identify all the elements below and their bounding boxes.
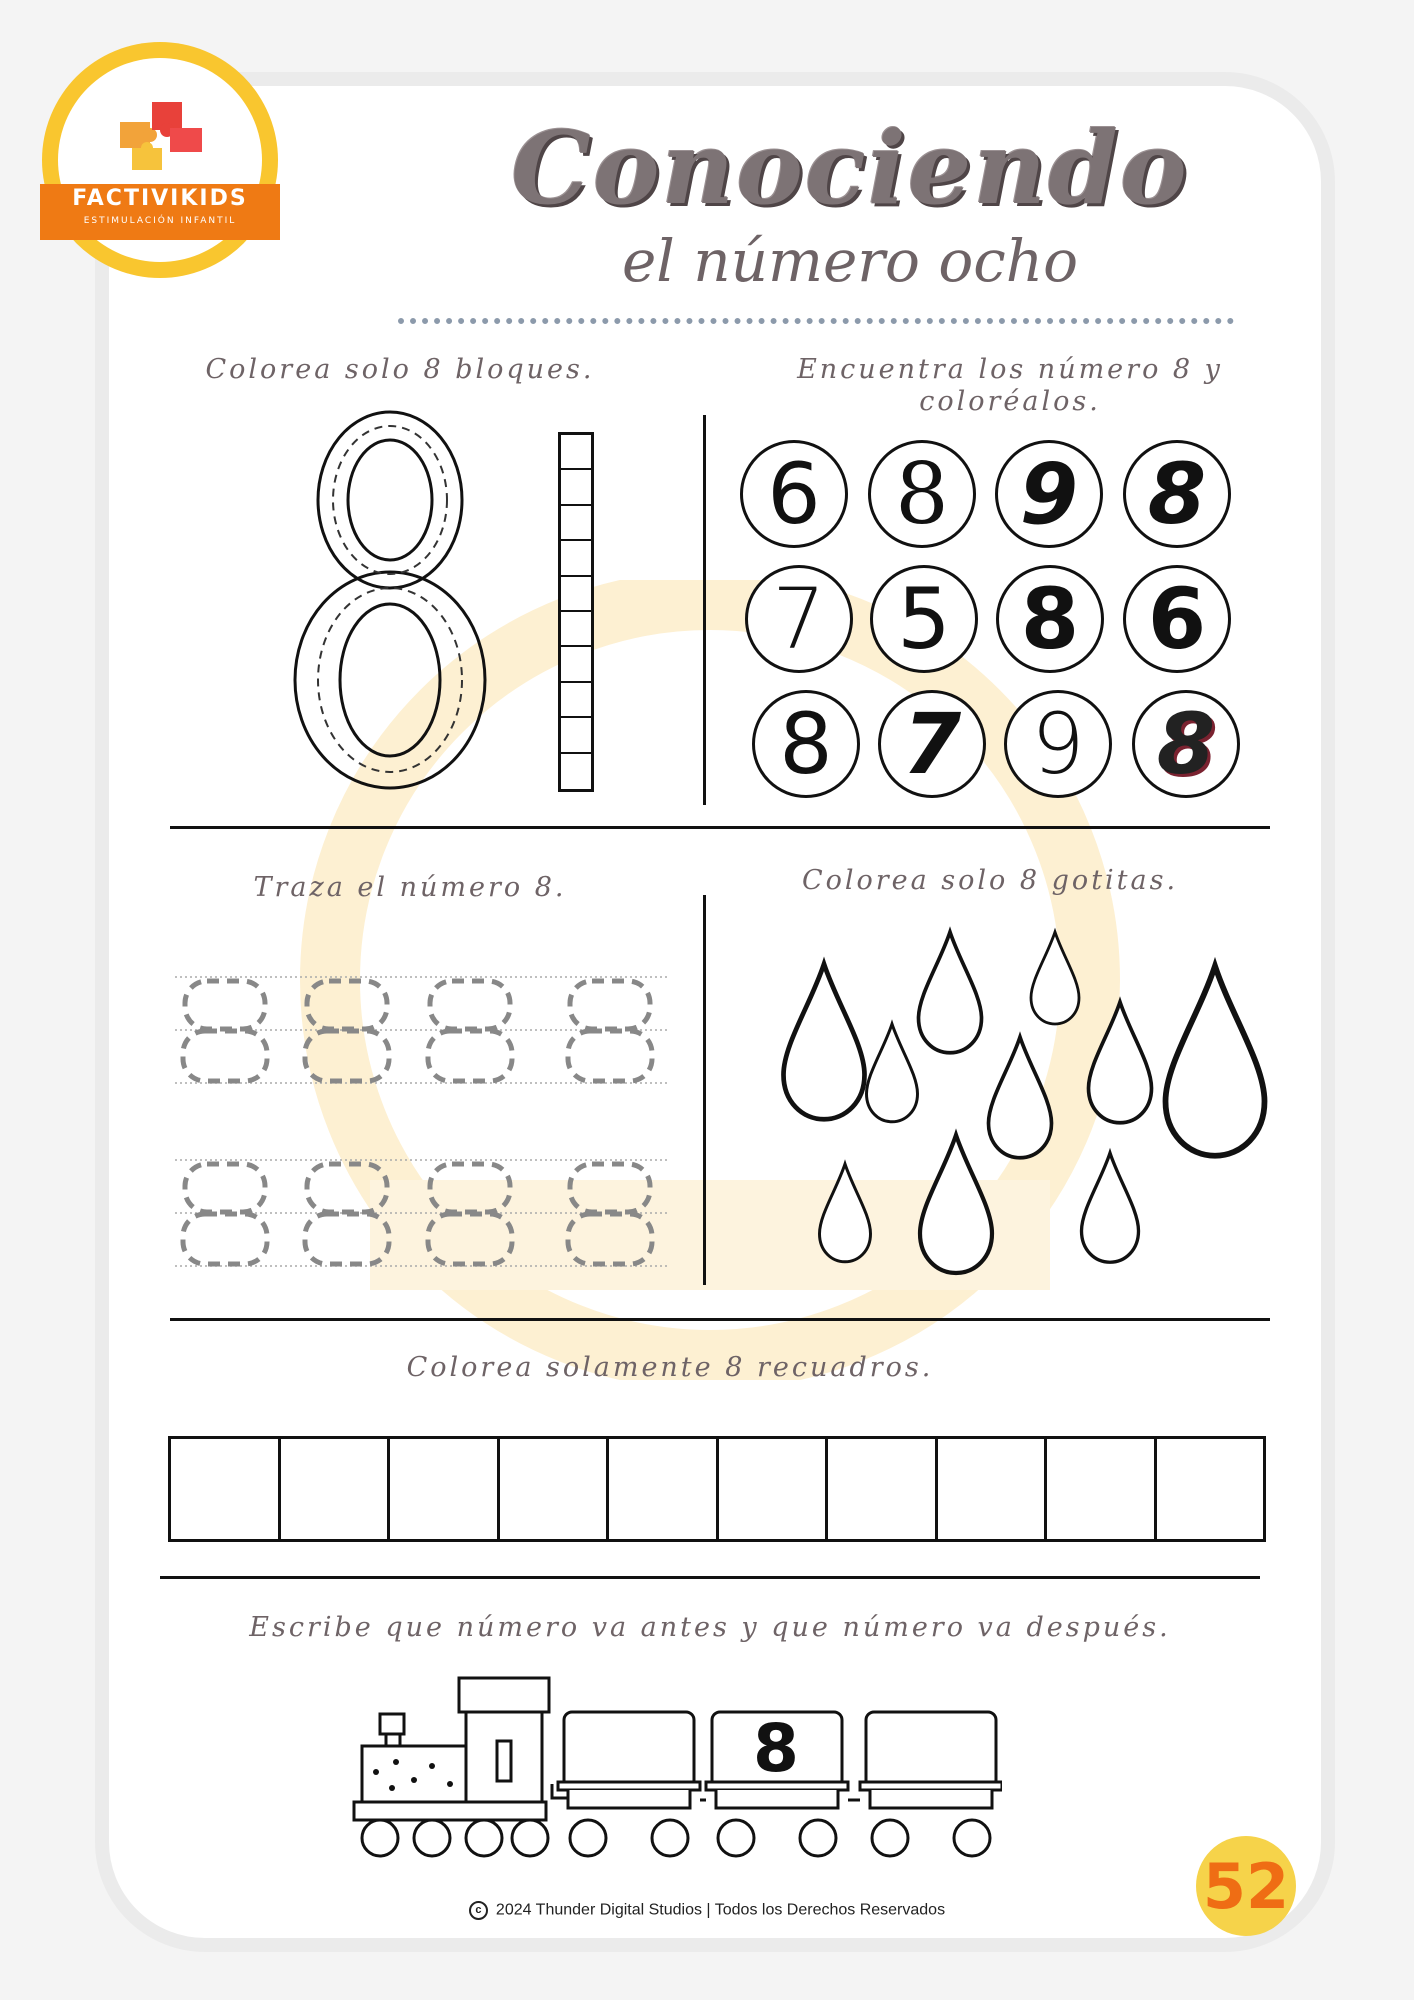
color-box[interactable] — [1157, 1439, 1264, 1539]
color-box[interactable] — [390, 1439, 500, 1539]
instruction-train: Escribe que número va antes y que número va después. — [249, 1612, 1171, 1643]
drops-area[interactable] — [770, 915, 1280, 1295]
puzzle-icon — [112, 92, 212, 182]
number-circle[interactable]: 7 — [878, 690, 986, 798]
block[interactable] — [561, 435, 591, 470]
color-box[interactable] — [171, 1439, 281, 1539]
block[interactable] — [561, 647, 591, 682]
drop[interactable] — [820, 1164, 871, 1262]
number-circle[interactable]: 8 — [868, 440, 976, 548]
block[interactable] — [561, 577, 591, 612]
drop[interactable] — [1089, 1002, 1152, 1123]
page-title: Conociendo — [511, 109, 1189, 227]
color-box[interactable] — [828, 1439, 938, 1539]
vertical-divider-middle — [703, 895, 706, 1285]
number-circle[interactable]: 6 — [1123, 565, 1231, 673]
instruction-blocks: Colorea solo 8 bloques. — [205, 354, 595, 385]
instruction-find: Encuentra los número 8 y coloréalos. — [797, 354, 1223, 418]
section-divider — [170, 1318, 1270, 1321]
train-middle-number: 8 — [753, 1710, 799, 1787]
train-car-after[interactable] — [866, 1712, 996, 1788]
instruction-trace: Traza el número 8. — [253, 872, 567, 903]
drop[interactable] — [1082, 1153, 1139, 1262]
number-circle[interactable]: 9 — [1004, 690, 1112, 798]
train-car-before[interactable] — [564, 1712, 694, 1788]
color-box[interactable] — [1047, 1439, 1157, 1539]
drop[interactable] — [920, 1135, 992, 1273]
section-divider — [160, 1576, 1260, 1579]
block[interactable] — [561, 612, 591, 647]
color-box[interactable] — [500, 1439, 610, 1539]
page-subtitle: el número ocho — [621, 227, 1079, 295]
logo-name: FACTIVIKIDS — [72, 186, 248, 211]
drop[interactable] — [919, 932, 982, 1053]
instruction-boxes: Colorea solamente 8 recuadros. — [406, 1352, 934, 1383]
block[interactable] — [561, 506, 591, 541]
block[interactable] — [561, 718, 591, 753]
number-circle[interactable]: 7 — [745, 565, 853, 673]
number-circle[interactable]: 8 — [1123, 440, 1231, 548]
logo-banner — [40, 184, 280, 240]
number-circle[interactable]: 8 — [752, 690, 860, 798]
number-circle[interactable]: 6 — [740, 440, 848, 548]
title-divider — [398, 318, 1234, 324]
drop[interactable] — [989, 1037, 1052, 1158]
footer-text: 2024 Thunder Digital Studios | Todos los Derechos Reservados — [495, 1901, 946, 1919]
trace-practice-area[interactable] — [175, 975, 675, 1295]
block[interactable] — [561, 754, 591, 789]
block[interactable] — [561, 470, 591, 505]
number-circle[interactable]: 8 — [1132, 690, 1240, 798]
locomotive-boiler — [362, 1746, 466, 1804]
block-tower[interactable] — [558, 432, 594, 792]
drop[interactable] — [784, 964, 865, 1119]
color-box[interactable] — [281, 1439, 391, 1539]
color-box[interactable] — [719, 1439, 829, 1539]
copyright-icon: c — [469, 1901, 488, 1920]
vertical-divider-top — [703, 415, 706, 805]
logo-tagline: ESTIMULACIÓN INFANTIL — [83, 216, 237, 226]
color-box[interactable] — [609, 1439, 719, 1539]
section-divider — [170, 826, 1270, 829]
block[interactable] — [561, 683, 591, 718]
instruction-drops: Colorea solo 8 gotitas. — [801, 865, 1179, 896]
drop[interactable] — [1031, 932, 1079, 1024]
block[interactable] — [561, 541, 591, 576]
drop[interactable] — [1166, 966, 1265, 1156]
color-box[interactable] — [938, 1439, 1048, 1539]
factivikids-logo — [42, 42, 278, 278]
number-circle[interactable]: 5 — [870, 565, 978, 673]
page-number: 52 — [1196, 1836, 1296, 1936]
number-circle[interactable]: 9 — [995, 440, 1103, 548]
train-illustration — [352, 1676, 1002, 1866]
drop[interactable] — [867, 1024, 918, 1122]
traceable-eight[interactable] — [280, 405, 500, 795]
locomotive-roof — [459, 1678, 549, 1712]
number-circle[interactable]: 8 — [996, 565, 1104, 673]
boxes-row — [168, 1436, 1266, 1542]
